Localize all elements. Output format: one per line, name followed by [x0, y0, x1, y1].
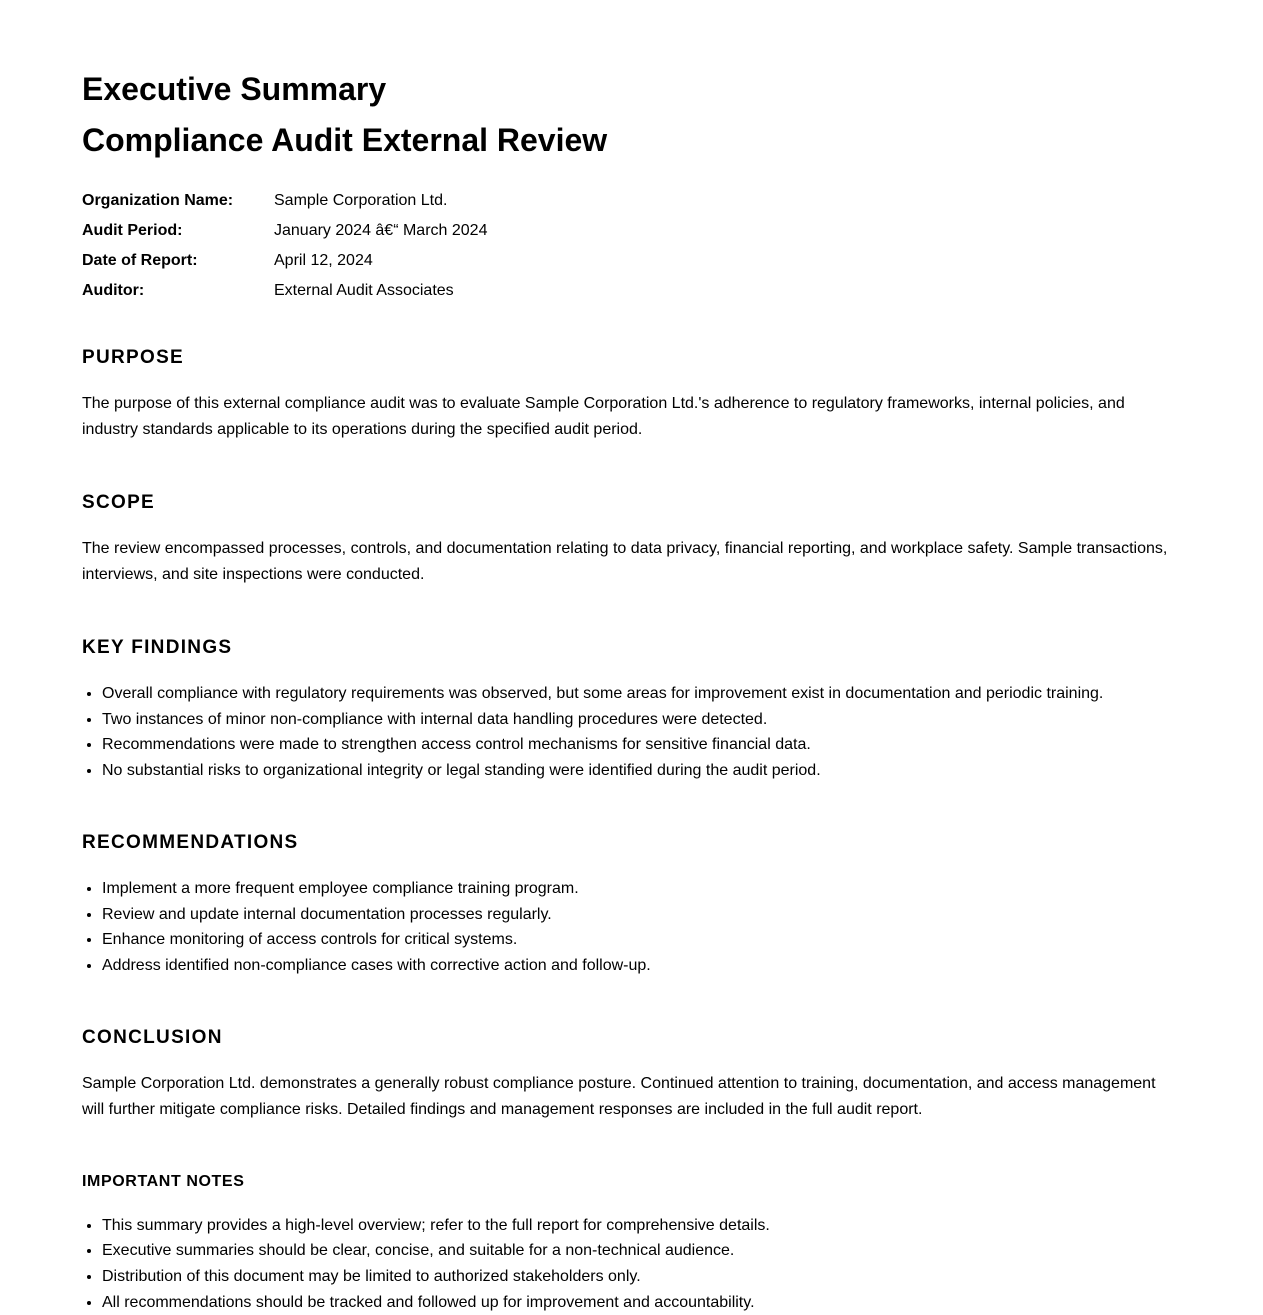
list-item: • Distribution of this document may be limited to authorized stakeholders only. — [102, 1264, 1181, 1290]
meta-value: External Audit Associates — [274, 282, 454, 299]
section-paragraph: Sample Corporation Ltd. demonstrates a generally robust compliance posture. Continued attention to training, documentation, and access management will further mitigate compliance risks. Detailed findings and management responses are included in the full audit report. — [82, 1074, 1156, 1118]
section-recommendations — [82, 831, 1181, 979]
findings-list — [82, 681, 1181, 784]
meta-value: April 12, 2024 — [274, 252, 373, 269]
section-scope — [82, 491, 1181, 588]
list-item: • Two instances of minor non-compliance with internal data handling procedures were detected. — [102, 707, 1181, 733]
document-title — [82, 64, 1181, 166]
meta-value: January 2024 â€“ March 2024 — [274, 222, 488, 239]
list-item: • Enhance monitoring of access controls for critical systems. — [102, 927, 1181, 953]
list-item: • Address identified non-compliance cases with corrective action and follow-up. — [102, 953, 1181, 979]
section-heading: KEY FINDINGS — [82, 637, 233, 658]
section-heading: SCOPE — [82, 492, 156, 513]
meta-label: Organization Name: — [82, 192, 234, 209]
meta-label: Auditor: — [82, 282, 145, 299]
section-heading: IMPORTANT NOTES — [82, 1172, 245, 1190]
section-purpose — [82, 346, 1181, 443]
list-item: • This summary provides a high-level overview; refer to the full report for comprehensive details. — [102, 1213, 1181, 1239]
title-line-2: Compliance Audit External Review — [82, 122, 608, 158]
section-important-notes — [82, 1171, 1181, 1315]
section-heading: CONCLUSION — [82, 1026, 223, 1048]
section-paragraph: The review encompassed processes, controls, and documentation relating to data privacy, financial reporting, and workplace safety. Sample transactions, interviews, and site inspections were conducted. — [82, 540, 1168, 583]
list-item: • No substantial risks to organizational integrity or legal standing were identified during the audit period. — [102, 758, 1181, 784]
section-heading: PURPOSE — [82, 347, 185, 368]
section-conclusion — [82, 1026, 1181, 1123]
notes-list — [82, 1213, 1181, 1315]
list-item: • Implement a more frequent employee compliance training program. — [102, 876, 1181, 902]
section-key-findings — [82, 636, 1181, 784]
list-item: • All recommendations should be tracked and followed up for improvement and accountability. — [102, 1290, 1181, 1315]
section-paragraph: The purpose of this external compliance audit was to evaluate Sample Corporation Ltd.'s adherence to regulatory frameworks, internal policies, and industry standards applicable to its operations during the specified audit period. — [82, 395, 1125, 438]
list-item: • Overall compliance with regulatory requirements was observed, but some areas for improvement exist in documentation and periodic training. — [102, 681, 1181, 707]
meta-label: Audit Period: — [82, 222, 183, 239]
list-item: • Executive summaries should be clear, concise, and suitable for a non-technical audience. — [102, 1238, 1181, 1264]
list-item: • Recommendations were made to strengthen access control mechanisms for sensitive financial data. — [102, 732, 1181, 758]
section-heading: RECOMMENDATIONS — [82, 831, 299, 853]
list-item: • Review and update internal documentation processes regularly. — [102, 902, 1181, 928]
meta-value: Sample Corporation Ltd. — [274, 192, 448, 209]
meta-label: Date of Report: — [82, 252, 198, 269]
title-line-1: Executive Summary — [82, 71, 387, 107]
report-metadata — [82, 186, 1181, 306]
recommendations-list — [82, 876, 1181, 979]
